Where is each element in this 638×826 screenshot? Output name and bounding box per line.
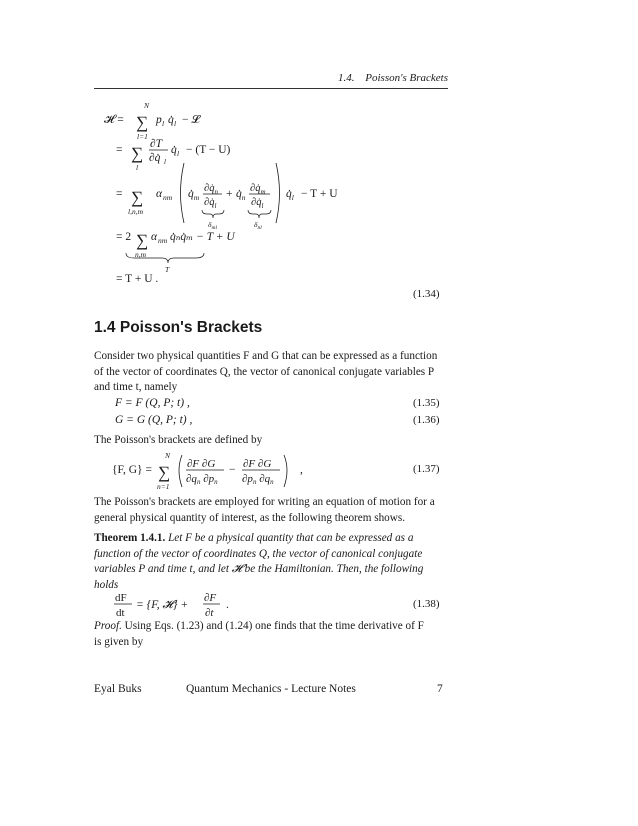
proof bbox=[94, 619, 448, 650]
header-section-number: 1.4. bbox=[338, 72, 355, 84]
eq138-num: dF bbox=[115, 592, 127, 604]
theorem-line-2: function of the vector of coordinates Q, the vector of canonical conjugate bbox=[94, 547, 423, 560]
line2-den-sub: l bbox=[164, 158, 166, 166]
section-title: 1.4 Poisson's Brackets bbox=[94, 319, 263, 336]
header-section-title: Poisson's Brackets bbox=[365, 72, 448, 84]
paragraph-3-line-1: The Poisson's brackets are employed for writing an equation of motion for a bbox=[94, 496, 435, 508]
proof-line-1 bbox=[94, 619, 448, 635]
line2-num: ∂T bbox=[150, 138, 163, 150]
line3-qn: $q̇_n$ bbox=[236, 188, 246, 202]
eq-number-1-38: (1.38) bbox=[413, 598, 440, 610]
eq137-lhs: {F, G} = bbox=[112, 464, 152, 476]
line2-eq: = bbox=[116, 144, 123, 156]
eq-number-1-35: (1.35) bbox=[413, 397, 440, 409]
line1-term-sub: l bbox=[162, 119, 165, 128]
theorem-line-3: variables P and time t, and let 𝓗 be the Hamiltonian. Then, the following bbox=[94, 563, 424, 576]
eq-number-1-37: (1.37) bbox=[413, 463, 440, 475]
eq-number-1-36: (1.36) bbox=[413, 414, 440, 426]
paragraph-3 bbox=[94, 495, 448, 526]
eq137-sum-lower: n=1 bbox=[157, 482, 170, 491]
theorem-line-1-text: Let F be a physical quantity that can be expressed as a bbox=[168, 532, 414, 544]
footer-author: Eyal Buks bbox=[94, 683, 142, 695]
eq137-minus: − bbox=[229, 464, 236, 476]
line4-alpha: α bbox=[151, 231, 158, 243]
eq-1-36: G = G (Q, P; t) , bbox=[115, 414, 193, 426]
line1-qdot: q̇ bbox=[168, 114, 174, 126]
eq137-frac2-den: ∂pn ∂qn bbox=[242, 473, 274, 486]
line3-brace2 bbox=[248, 210, 271, 218]
line3-alpha: α bbox=[156, 188, 163, 200]
proof-line-1-text: Using Eqs. (1.23) and (1.24) one finds that the time derivative of F bbox=[124, 620, 424, 632]
line4-brace-label: T bbox=[165, 265, 170, 274]
eq-1-37 bbox=[112, 449, 312, 493]
line3-qm: $q̇_m$ bbox=[188, 188, 200, 202]
line4-rest: q̇ₙq̇ₘ − T + U bbox=[170, 231, 235, 243]
line2-tail: − (T − U) bbox=[186, 144, 231, 156]
line2-rest: q̇ bbox=[171, 144, 177, 156]
line3-tail: − T + U bbox=[301, 188, 338, 200]
hamiltonian-derivation bbox=[104, 93, 444, 283]
line2-den: ∂q̇ bbox=[149, 152, 161, 164]
line1-minus-L: − 𝓛 bbox=[182, 114, 200, 126]
eq-1-35: F = F (Q, P; t) , bbox=[115, 397, 190, 409]
line5-eq: = T + U . bbox=[116, 273, 159, 285]
eq137-right-paren bbox=[284, 455, 287, 487]
theorem-label: Theorem 1.4.1. bbox=[94, 532, 166, 544]
derivation-svg bbox=[104, 93, 449, 285]
line3-frac2-den: $\partial q̇_l$ bbox=[251, 197, 264, 210]
paragraph-1-line-2: of the vector of coordinates Q, the vector of canonical conjugate variables P bbox=[94, 365, 435, 378]
line1-qdot-sub: l bbox=[174, 119, 177, 128]
paragraph-3-line-2: general physical quantity of interest, as the following theorem shows. bbox=[94, 511, 405, 524]
line3-ql: $q̇_l$ bbox=[286, 188, 294, 202]
line3-sum-lower: l,n,m bbox=[128, 207, 143, 216]
line4-alpha-sub: nm bbox=[158, 236, 168, 245]
eq138-num2: ∂F bbox=[204, 592, 217, 604]
line3-brace1-label: $\delta_{ml}$ bbox=[208, 220, 217, 231]
theorem-1-4-1 bbox=[94, 531, 448, 593]
eq138-mid: = {F, 𝓗} + bbox=[136, 599, 189, 611]
line3-left-paren bbox=[181, 163, 185, 223]
line3-eq: = bbox=[116, 188, 123, 200]
line3-alpha-sub: nm bbox=[163, 193, 173, 202]
header-rule bbox=[94, 88, 448, 89]
line2-sum-lower: l bbox=[136, 163, 139, 172]
eq137-sum-sign: ∑ bbox=[158, 463, 171, 482]
eq137-sum-upper: N bbox=[165, 451, 171, 460]
line3-frac1-den: $\partial q̇_l$ bbox=[204, 197, 217, 210]
proof-label: Proof. bbox=[94, 620, 122, 632]
footer-title: Quantum Mechanics - Lecture Notes bbox=[186, 683, 356, 695]
eq137-frac2-num: ∂F ∂G bbox=[243, 458, 272, 470]
eq138-den: dt bbox=[116, 607, 125, 619]
line3-sum-sign: ∑ bbox=[131, 188, 144, 207]
eq137-comma: , bbox=[300, 464, 303, 476]
paragraph-1-line-1: Consider two physical quantities F and G that can be expressed as a function bbox=[94, 350, 438, 362]
theorem-line-4: holds bbox=[94, 578, 119, 591]
line1-sum-lower: l=1 bbox=[137, 132, 148, 141]
line3-brace1 bbox=[202, 210, 224, 218]
paragraph-2: The Poisson's brackets are defined by bbox=[94, 434, 263, 446]
line1-lhs: 𝓗 = bbox=[104, 114, 124, 126]
eq138-tail: . bbox=[226, 599, 229, 611]
line1-sum-sign: ∑ bbox=[136, 113, 149, 132]
eq137-left-paren bbox=[179, 455, 182, 487]
line4-sum-lower: n,m bbox=[135, 250, 147, 259]
line2-sum-sign: ∑ bbox=[131, 144, 144, 163]
eq138-den2: ∂t bbox=[205, 607, 214, 619]
eq-number-1-34: (1.34) bbox=[413, 288, 440, 300]
line4-eq: = 2 bbox=[116, 231, 132, 243]
eq137-frac1-den: ∂qn ∂pn bbox=[186, 473, 218, 486]
line3-frac2-num: $\partial q̇_m$ bbox=[250, 183, 266, 196]
line1-sum-upper: N bbox=[144, 101, 150, 110]
line3-frac1-num: $\partial q̇_n$ bbox=[204, 183, 218, 196]
theorem-line-1 bbox=[94, 531, 448, 547]
line4-sum-sign: ∑ bbox=[136, 231, 149, 250]
eq137-frac1-num: ∂F ∂G bbox=[187, 458, 216, 470]
proof-line-2: is given by bbox=[94, 635, 144, 648]
line3-plus: + bbox=[226, 188, 233, 200]
running-header bbox=[338, 72, 448, 84]
footer-page-number: 7 bbox=[437, 683, 443, 695]
line3-brace2-label: $\delta_{nl}$ bbox=[254, 220, 262, 231]
line1-term: p bbox=[156, 114, 162, 126]
paragraph-1-line-3: and time t, namely bbox=[94, 381, 178, 394]
eq-1-38 bbox=[114, 590, 244, 620]
paragraph-1 bbox=[94, 349, 448, 396]
line3-right-paren bbox=[276, 163, 280, 223]
line2-rest-sub: l bbox=[177, 149, 180, 158]
